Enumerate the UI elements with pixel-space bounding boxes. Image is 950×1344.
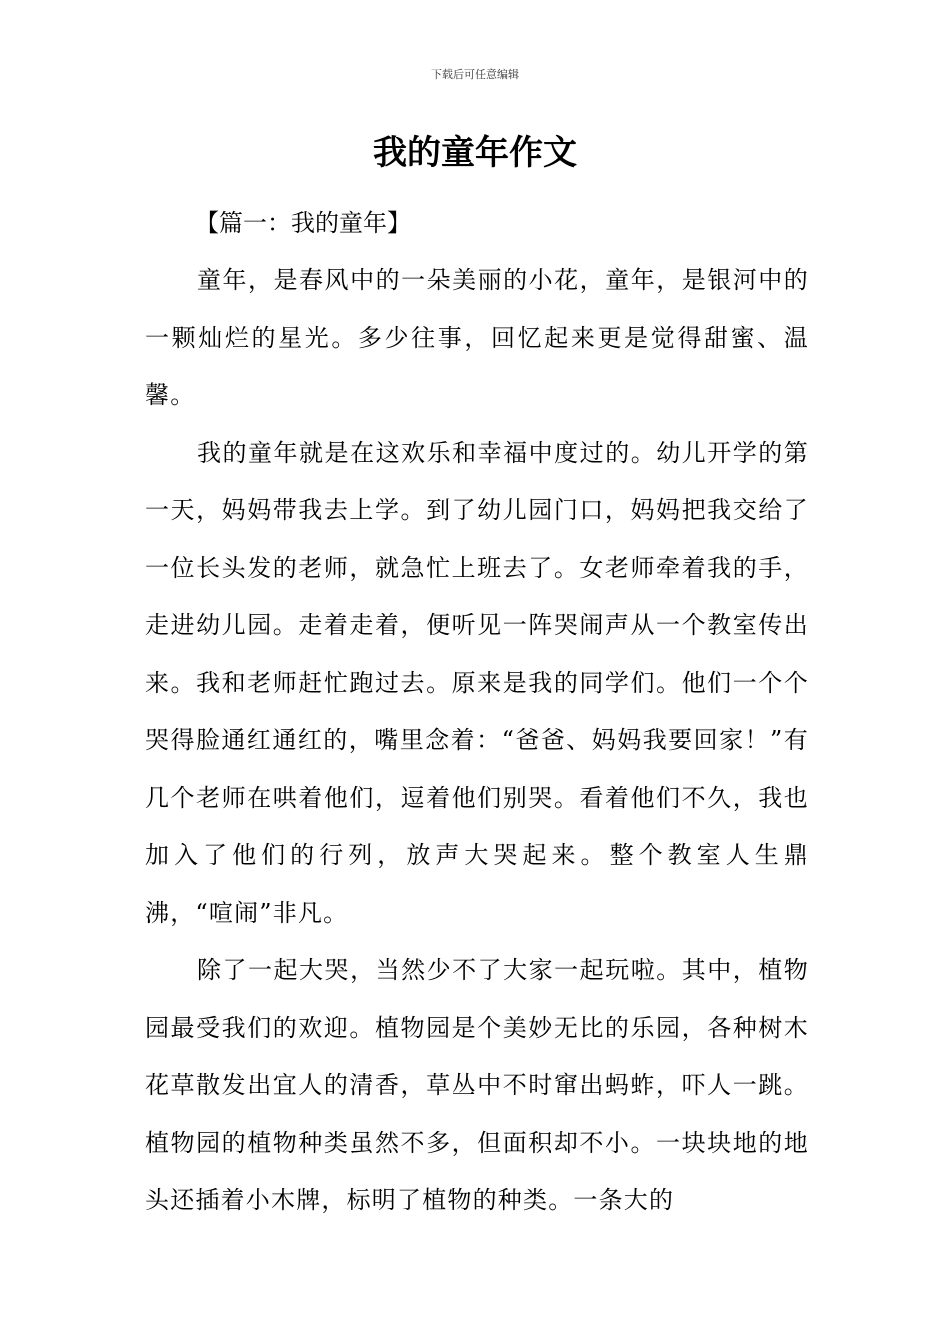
paragraph-2: 我的童年就是在这欢乐和幸福中度过的。幼儿开学的第一天，妈妈带我去上学。到了幼儿园门口，妈妈把我交给了一位长头发的老师，就急忙上班去了。女老师牵着我的手，走进幼儿园。走着走着，便听见一阵哭闹声从一个教室传出来。我和老师赶忙跑过去。原来是我的同学们。他们一个个哭得脸通红通红的，嘴里念着：“爸爸、妈妈我要回家！”有几个老师在哄着他们，逗着他们别哭。看着他们不久，我也加入了他们的行列，放声大哭起来。整个教室人生鼎沸，“喧闹”非凡。 xyxy=(145,438,809,927)
paragraph-1: 童年，是春风中的一朵美丽的小花，童年，是银河中的一颗灿烂的星光。多少往事，回忆起来更是觉得甜蜜、温馨。 xyxy=(145,266,809,409)
page-title: 我的童年作文 xyxy=(373,133,577,173)
header-note: 下载后可任意编辑 xyxy=(431,68,519,81)
section-heading: 【篇一：我的童年】 xyxy=(195,209,411,237)
document-body xyxy=(145,194,809,1230)
paragraph-3: 除了一起大哭，当然少不了大家一起玩啦。其中，植物园最受我们的欢迎。植物园是个美妙无比的乐园，各种树木花草散发出宜人的清香，草丛中不时窜出蚂蚱，吓人一跳。植物园的植物种类虽然不多，但面积却不小。一块块地的地头还插着小木牌，标明了植物的种类。一条大的 xyxy=(145,956,809,1214)
